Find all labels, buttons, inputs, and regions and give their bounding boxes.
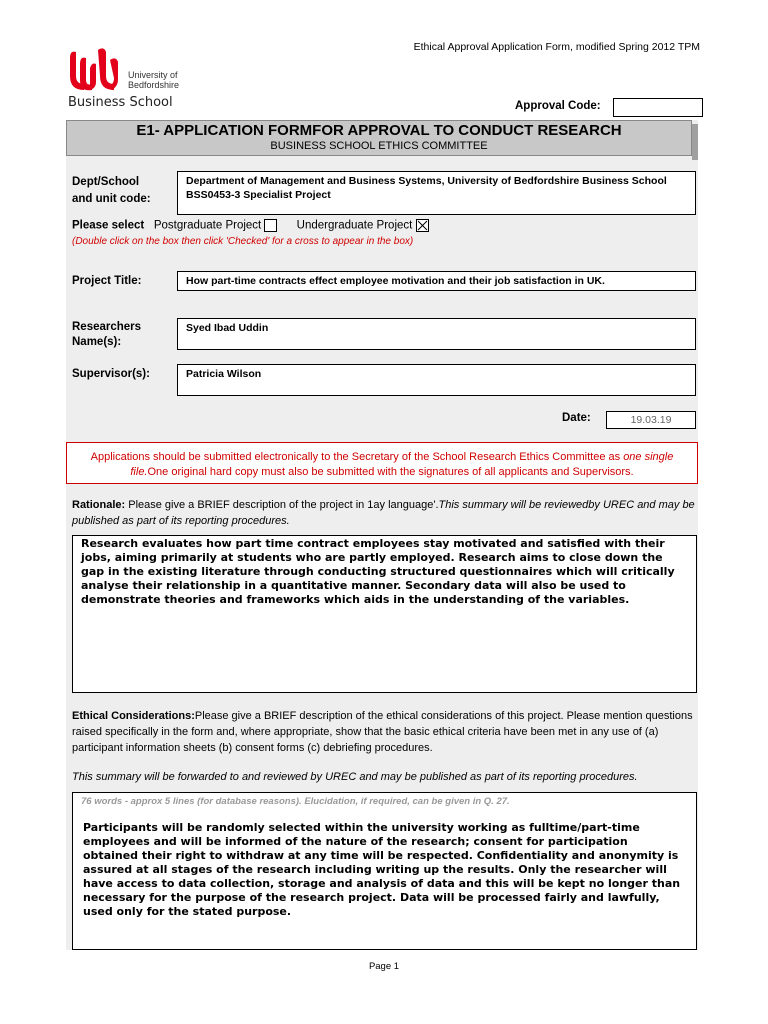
approval-code-field[interactable] [613,98,703,117]
dept-label-line2: and unit code: [72,193,151,205]
ethical-intro [72,708,698,756]
form-title: E1- APPLICATION FORMFOR APPROVAL TO CONDUCT RESEARCH [136,122,622,139]
logo-line1: University of [128,70,178,80]
select-note: (Double click on the box then click 'Checked' for a cross to appear in the box) [72,236,414,247]
rationale-intro [72,497,698,529]
project-type-select [72,219,429,232]
project-title-field[interactable]: How part-time contracts effect employee motivation and their job satisfaction in UK. [177,271,696,291]
rationale-body: Research evaluates how part time contract employees stay motivated and satisfied with their jobs, aiming primarily at students who are partly employed. Research aims to close down the gap in the existing literature through conducting structured questionnaires which will critically analyse their relationship in a quantitative manner. Secondary data will also be used to demonstrate theories and frameworks which aids in the understanding of the variables. [81,537,675,606]
option-postgraduate-label: Postgraduate Project [153,219,262,232]
rationale-text1: Please give a BRIEF description of the project in 1ay language'. [125,499,439,511]
ethical-text: Please give a BRIEF description of the ethical considerations of this project. Please mention questions raised specifically in the form and, where appropriate, show that the basic ethical criteria have been met in any use of (a) participant information sheets (b) consent forms (c) debriefing procedures. [72,710,693,754]
title-shadow [692,124,698,160]
logo-line2: Bedfordshire [128,80,180,90]
researchers-label-line2: Name(s): [72,336,122,348]
postgraduate-checkbox[interactable] [264,219,277,232]
ethical-hint: 76 words - approx 5 lines (for database reasons). Elucidation, if required, can be given in Q. 27. [81,796,510,807]
researchers-label [72,320,141,350]
dept-label [72,175,151,207]
form-subtitle: BUSINESS SCHOOL ETHICS COMMITTEE [270,140,488,152]
ethical-body: Participants will be randomly selected within the university working as fulltime/part-time employees and will be informed of the nature of the research; consent for participation obtained their right to withdraw at any time will be respected. Confidentiality and anonymity is assured at all stages of the research including writing up the results. Only the researcher will have access to data collection, storage and analysis of data and this will be kept no longer than necessary for the purpose of the research project. Data will be processed fairly and lawfully, used only for the stated purpose. [83,821,681,918]
university-logo-icon [66,46,126,92]
logo-school: Business School [68,95,173,110]
dept-value-line2: BSS0453-3 Specialist Project [186,189,331,201]
date-label: Date: [562,412,591,424]
notice-part2: one single file. [130,451,674,478]
rationale-field[interactable] [72,535,697,693]
ethical-label: Ethical Considerations: [72,710,195,722]
option-undergraduate-label: Undergraduate Project [296,219,413,232]
project-title-label: Project Title: [72,275,142,287]
notice-part3: One original hard copy must also be submitted with the signatures of all applicants and Supervisors. [147,466,634,478]
dept-field[interactable] [177,171,696,215]
dept-label-line1: Dept/School [72,176,140,188]
date-field[interactable]: 19.03.19 [606,411,696,429]
page-number: Page 1 [368,961,400,972]
submission-notice [66,442,698,484]
approval-code-label: Approval Code: [515,100,601,112]
select-label: Please select [72,219,145,232]
researchers-field[interactable]: Syed Ibad Uddin [177,318,696,350]
supervisor-field[interactable]: Patricia Wilson [177,364,696,396]
ethical-note: This summary will be forwarded to and reviewed by UREC and may be published as part of its reporting procedures. [72,771,638,783]
rationale-label: Rationale: [72,499,126,511]
rationale-text2: This summary will be reviewedby UREC and may be published as part of its reporting procedures. [72,499,695,527]
header-note: Ethical Approval Application Form, modified Spring 2012 TPM [413,41,700,53]
supervisor-label: Supervisor(s): [72,368,150,380]
dept-value-line1: Department of Management and Business Systems, University of Bedfordshire Business School [186,175,667,187]
undergraduate-checkbox[interactable] [416,219,429,232]
logo-text [128,70,179,90]
cross-icon [417,220,428,231]
researchers-label-line1: Researchers [72,321,142,333]
ethical-field[interactable] [72,792,697,950]
notice-part1: Applications should be submitted electronically to the Secretary of the School Research Ethics Committee as [90,451,624,463]
